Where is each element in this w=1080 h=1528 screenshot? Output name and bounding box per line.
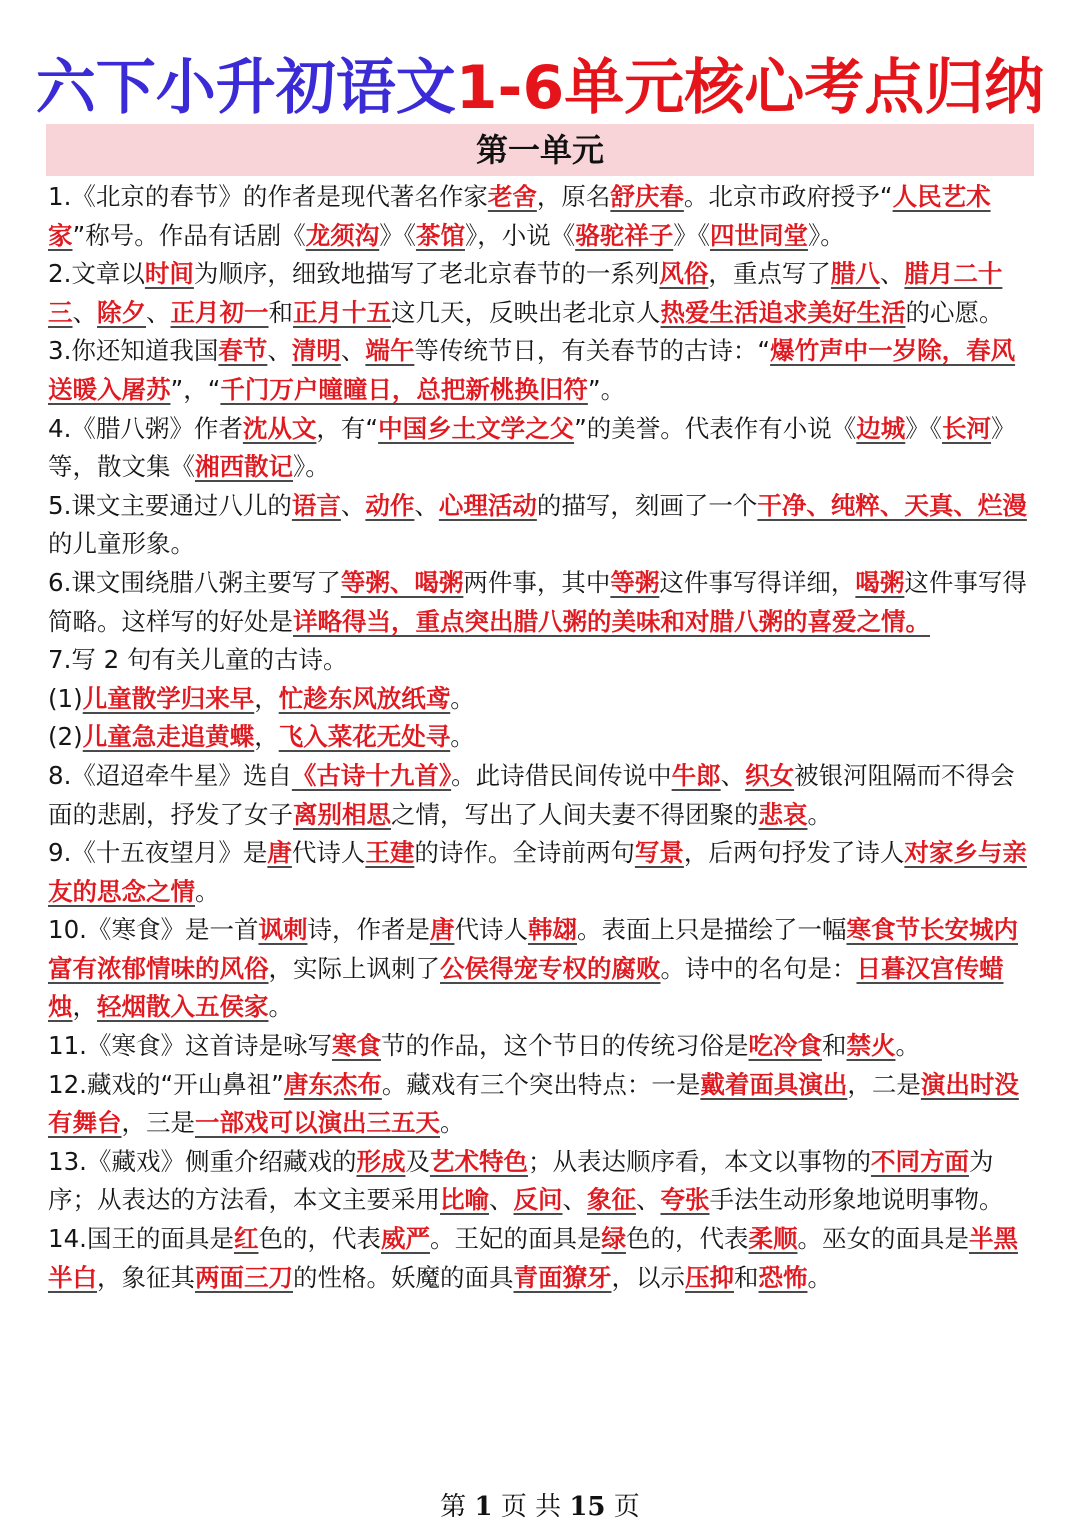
answer-highlight: 边城 — [856, 413, 906, 443]
note-text: 的儿童形象。 — [48, 529, 195, 559]
note-text: 手法生动形象地说明事物。 — [709, 1185, 1004, 1215]
note-text: 、 — [414, 490, 439, 520]
answer-highlight: 春节 — [218, 336, 268, 366]
note-text: 、 — [562, 1185, 587, 1215]
title-part2: 1-6单元核心考点归纳 — [455, 53, 1045, 123]
note-text: ，三是 — [121, 1108, 195, 1138]
note-text: 等传统节日，有关春节的古诗：“ — [414, 336, 771, 366]
note-text: (1) — [48, 683, 83, 713]
answer-highlight: 象征 — [587, 1185, 636, 1215]
answer-highlight: 轻烟散入五侯家 — [97, 992, 269, 1022]
answer-highlight: 儿童散学归来早 — [82, 683, 255, 713]
note-text: 。北京市政府授予“ — [683, 182, 893, 211]
answer-highlight: 除夕 — [97, 297, 146, 327]
note-item — [48, 487, 1038, 564]
answer-highlight: 唐 — [267, 838, 292, 868]
footer-current-page: 1 — [474, 1492, 493, 1522]
answer-highlight: 腊八 — [830, 259, 880, 289]
note-text: 。 — [895, 1031, 920, 1061]
note-text: 6.课文围绕腊八粥主要写了 — [48, 567, 341, 597]
note-text: 色的，代表 — [258, 1224, 381, 1254]
note-text: 。 — [450, 722, 475, 752]
note-item — [48, 564, 1038, 641]
note-item — [48, 911, 1038, 1027]
footer-suffix: 页 — [613, 1492, 640, 1522]
answer-highlight: 舒庆春 — [610, 182, 684, 211]
answer-highlight: 寒食节长安城内富有浓郁情味的风俗 — [48, 915, 1018, 983]
answer-highlight: 恐怖 — [758, 1262, 808, 1292]
answer-highlight: 四世同堂 — [709, 220, 808, 250]
note-text: 》。 — [807, 220, 845, 250]
answer-highlight: 韩翃 — [527, 915, 577, 945]
answer-highlight: 讽刺 — [258, 915, 308, 945]
answer-highlight: 心理活动 — [438, 490, 537, 520]
note-text: 》，小说《 — [464, 220, 576, 250]
note-text: 9.《十五夜望月》是 — [48, 838, 268, 868]
note-text: ，原名 — [536, 182, 611, 211]
note-text: 13.《藏戏》侧重介绍藏戏的 — [48, 1146, 357, 1176]
page-title — [0, 48, 1080, 128]
answer-highlight: 千门万户曈曈日，总把新桃换旧符 — [220, 374, 588, 404]
answer-highlight: 戴着面具演出 — [700, 1069, 848, 1099]
answer-highlight: 正月十五 — [293, 297, 391, 327]
note-text: 两件事，其中 — [463, 567, 611, 597]
note-text: 诗，作者是 — [307, 915, 430, 945]
note-text: 4.《腊八粥》作者 — [48, 413, 243, 443]
answer-highlight: 半黑半白 — [48, 1224, 1018, 1292]
note-text: 14.国王的面具是 — [48, 1224, 234, 1254]
note-text: (2) — [48, 722, 83, 752]
answer-highlight: 正月初一 — [170, 297, 269, 327]
note-text: 、 — [72, 297, 97, 327]
answer-highlight: 中国乡土文学之父 — [378, 413, 575, 443]
answer-highlight: 清明 — [291, 336, 341, 366]
answer-highlight: 禁火 — [846, 1031, 896, 1061]
note-text: 、 — [636, 1185, 661, 1215]
note-text: 10.《寒食》是一首 — [48, 915, 259, 945]
answer-highlight: 形成 — [356, 1146, 406, 1176]
answer-highlight: 演出时没有舞台 — [48, 1069, 1019, 1138]
note-text: 、 — [489, 1185, 514, 1215]
answer-highlight: 喝粥 — [855, 567, 905, 597]
answer-highlight: 压抑 — [685, 1262, 734, 1292]
answer-highlight: 王建 — [365, 838, 415, 868]
answer-highlight: 两面三刀 — [195, 1262, 293, 1292]
answer-highlight: 热爱生活追求美好生活 — [660, 297, 906, 327]
note-text: 和 — [821, 1031, 847, 1061]
note-text: 节的作品，这个节日的传统习俗是 — [380, 1031, 749, 1061]
note-text: 1.《北京的春节》的作者是现代著名作家 — [48, 182, 488, 211]
note-text: 被银河阻隔而不得会面的悲剧，抒发了女子 — [48, 760, 1015, 829]
answer-highlight: 儿童急走追黄蝶 — [82, 722, 255, 752]
note-text: 、 — [340, 336, 366, 366]
note-text: 2.文章以 — [48, 259, 145, 289]
answer-highlight: 龙须沟 — [305, 220, 380, 250]
note-text: 、 — [879, 259, 905, 289]
note-text: ，重点写了 — [708, 259, 831, 289]
answer-highlight: 详略得当，重点突出腊八粥的美味和对腊八粥的喜爱之情。 — [293, 606, 930, 636]
footer-prefix: 第 — [440, 1492, 467, 1522]
answer-highlight: 爆竹声中一岁除，春风送暖入屠苏 — [48, 336, 1016, 404]
note-text: 之情，写出了人间夫妻不得团聚的 — [391, 799, 759, 829]
note-text: ， — [254, 722, 279, 752]
note-text: 。 — [807, 1262, 832, 1292]
note-item — [48, 1066, 1038, 1143]
answer-highlight: 茶馆 — [415, 220, 465, 250]
note-text: 》等，散文集《 — [48, 413, 1016, 482]
answer-highlight: 语言 — [291, 490, 341, 520]
note-text: 。巫女的面具是 — [797, 1224, 969, 1254]
note-text: 。 — [195, 876, 220, 906]
note-item — [48, 332, 1038, 409]
answer-highlight: 飞入菜花无处寻 — [278, 722, 451, 752]
footer-total-pages: 15 — [569, 1492, 606, 1522]
answer-highlight: 动作 — [365, 490, 415, 520]
answer-highlight: 《古诗十九首》 — [291, 760, 452, 790]
note-text: 》《 — [379, 220, 416, 250]
note-item — [48, 718, 1038, 757]
footer-middle: 页 共 — [500, 1492, 562, 1522]
answer-highlight: 等粥、喝粥 — [340, 567, 464, 597]
note-text: 的性格。妖魔的面具 — [293, 1262, 514, 1292]
note-text: ， — [72, 992, 97, 1022]
answer-highlight: 写景 — [634, 838, 684, 868]
answer-highlight: 风俗 — [659, 259, 709, 289]
note-item — [48, 834, 1038, 911]
answer-highlight: 不同方面 — [870, 1146, 969, 1176]
note-text: ，象征其 — [97, 1262, 195, 1292]
note-text: 。此诗借民间传说中 — [451, 760, 672, 790]
note-item — [48, 757, 1038, 834]
answer-highlight: 等粥 — [610, 567, 660, 597]
note-item — [48, 1143, 1038, 1220]
note-text: ”的美誉。代表作有小说《 — [574, 413, 857, 443]
note-text: ，后两句抒发了诗人 — [683, 838, 905, 868]
answer-highlight: 反问 — [513, 1185, 563, 1215]
note-text: 为顺序，细致地描写了老北京春节的一系列 — [193, 259, 660, 289]
answer-highlight: 老舍 — [487, 182, 537, 211]
note-text: 的诗作。全诗前两句 — [414, 838, 635, 868]
note-text: ，二是 — [847, 1069, 921, 1099]
note-text: 、 — [267, 336, 292, 366]
note-item — [48, 178, 1038, 255]
note-text: 、 — [146, 297, 171, 327]
title-part1: 六下小升初语文 — [35, 53, 456, 123]
answer-highlight: 一部戏可以演出三五天 — [195, 1108, 440, 1138]
answer-highlight: 人民艺术家 — [48, 182, 991, 250]
note-text: 代诗人 — [291, 838, 366, 868]
answer-highlight: 对家乡与亲友的思念之情 — [48, 838, 1027, 906]
answer-highlight: 沈从文 — [242, 413, 317, 443]
note-text: 代诗人 — [454, 915, 528, 945]
note-text: ”。 — [587, 374, 626, 404]
answer-highlight: 端午 — [365, 336, 415, 366]
note-item — [48, 1220, 1038, 1297]
note-text: 、 — [720, 760, 746, 790]
note-item — [48, 410, 1038, 487]
note-text: 和 — [268, 297, 293, 327]
note-text: 的心愿。 — [905, 297, 1004, 327]
note-text: ，有“ — [316, 413, 379, 443]
note-text: 这件事写得简略。这样写的好处是 — [48, 567, 1027, 636]
note-text: 》。 — [293, 452, 330, 482]
answer-highlight: 离别相思 — [293, 799, 391, 829]
answer-highlight: 柔顺 — [748, 1224, 798, 1254]
answer-highlight: 吃冷食 — [748, 1031, 822, 1061]
note-text: 、 — [340, 490, 366, 520]
answer-highlight: 威严 — [380, 1224, 430, 1254]
note-text: 。表面上只是描绘了一幅 — [576, 915, 847, 945]
answer-highlight: 夸张 — [660, 1185, 710, 1215]
answer-highlight: 艺术特色 — [429, 1146, 528, 1176]
note-item — [48, 680, 1038, 719]
answer-highlight: 时间 — [144, 259, 194, 289]
note-text: 为序；从表达的方法看，本文主要采用 — [48, 1146, 994, 1215]
answer-highlight: 绿 — [601, 1224, 626, 1254]
note-item — [48, 1027, 1038, 1066]
answer-highlight: 红 — [233, 1224, 259, 1254]
answer-highlight: 悲哀 — [758, 799, 808, 829]
answer-highlight: 织女 — [745, 760, 795, 790]
note-text: 色的，代表 — [625, 1224, 749, 1254]
note-text: 和 — [734, 1262, 759, 1292]
note-text: 5.课文主要通过八儿的 — [48, 490, 292, 520]
answer-highlight: 长河 — [942, 413, 992, 443]
note-text: 及 — [405, 1146, 430, 1176]
note-text: 8.《迢迢牵牛星》选自 — [48, 760, 292, 790]
note-text: ”称号。作品有话剧《 — [72, 220, 306, 250]
note-text: 3.你还知道我国 — [48, 336, 219, 366]
note-text: 》《 — [905, 413, 943, 443]
note-text: 。 — [807, 799, 832, 829]
note-text: ，以示 — [611, 1262, 685, 1292]
answer-highlight: 寒食 — [331, 1031, 381, 1061]
answer-highlight: 日暮汉宫传蜡烛 — [48, 953, 1004, 1022]
note-text: 这几天，反映出老北京人 — [391, 297, 661, 327]
answer-highlight: 公侯得宠专权的腐败 — [440, 953, 661, 983]
unit-heading: 第一单元 — [46, 124, 1034, 176]
note-text: ；从表达顺序看，本文以事物的 — [527, 1146, 871, 1176]
note-text: 。藏戏有三个突出特点：一是 — [381, 1069, 701, 1099]
answer-highlight: 青面獠牙 — [513, 1262, 612, 1292]
answer-highlight: 干净、纯粹、天真、烂漫 — [757, 490, 1027, 520]
note-text: ，实际上讽刺了 — [268, 953, 440, 983]
note-text: 。 — [440, 1108, 465, 1138]
notes-list — [48, 178, 1038, 1297]
note-text: 。 — [450, 683, 475, 713]
answer-highlight: 忙趁东风放纸鸢 — [278, 683, 451, 713]
note-text: ， — [254, 683, 279, 713]
page-footer — [0, 1486, 1080, 1523]
answer-highlight: 牛郎 — [671, 760, 721, 790]
note-text: ”，“ — [170, 374, 221, 404]
note-text: 。诗中的名句是： — [660, 953, 857, 983]
note-text: 。王妃的面具是 — [429, 1224, 602, 1254]
note-text: 11.《寒食》这首诗是咏写 — [48, 1031, 332, 1061]
answer-highlight: 比喻 — [440, 1185, 489, 1215]
note-text: 。 — [268, 992, 293, 1022]
note-text: 这件事写得详细， — [659, 567, 856, 597]
answer-highlight: 骆驼祥子 — [575, 220, 674, 250]
answer-highlight: 唐 — [429, 915, 455, 945]
answer-highlight: 腊月二十三 — [48, 259, 1003, 327]
note-text: 7.写 2 句有关儿童的古诗。 — [48, 645, 348, 675]
note-item — [48, 255, 1038, 332]
note-text: 》《 — [673, 220, 710, 250]
answer-highlight: 湘西散记 — [195, 452, 293, 482]
note-text: 的描写，刻画了一个 — [536, 490, 758, 520]
note-item — [48, 641, 1038, 680]
answer-highlight: 唐东杰布 — [283, 1069, 382, 1099]
note-text: 12.藏戏的“开山鼻祖” — [48, 1069, 284, 1099]
